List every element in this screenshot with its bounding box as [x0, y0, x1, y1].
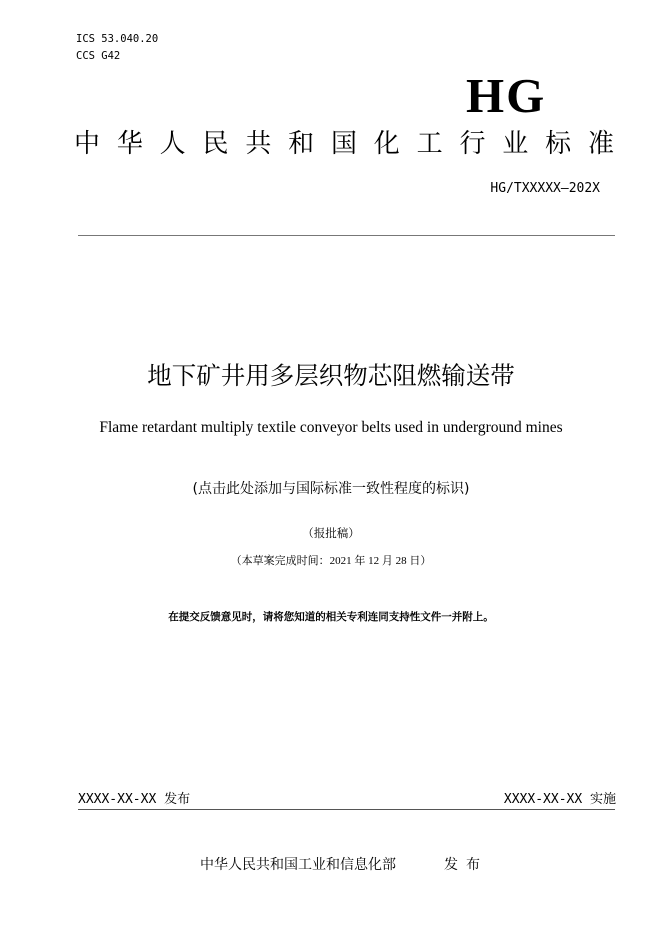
standard-body-char: 共: [245, 129, 272, 159]
ccs-code: CCS G42: [76, 50, 121, 62]
header-divider: [78, 235, 615, 236]
issuing-authority: 中华人民共和国工业和信息化部: [200, 857, 396, 873]
intl-consistency-note[interactable]: (点击此处添加与国际标准一致性程度的标识): [192, 481, 470, 497]
document-title-cn: 地下矿井用多层织物芯阻燃输送带: [147, 361, 515, 390]
standard-body-char: 民: [202, 129, 229, 159]
standard-body-char: 国: [330, 129, 357, 159]
standard-body-char: 业: [502, 129, 529, 159]
hg-logo: HG: [466, 68, 547, 123]
standard-body-char: 工: [416, 129, 443, 159]
implement-date: XXXX-XX-XX 实施: [503, 792, 616, 807]
standard-body-char: 中: [74, 129, 101, 159]
issue-label: 发布: [444, 857, 488, 873]
standard-body-char: 人: [159, 129, 186, 159]
draft-completion-date: （本草案完成时间：2021 年 12 月 28 日）: [230, 555, 432, 567]
standard-body-char: 和: [288, 129, 315, 159]
standard-body-char: 华: [116, 129, 143, 159]
draft-status: （报批稿）: [302, 528, 360, 540]
standard-body-char: 标: [545, 129, 572, 159]
standard-body-char: 行: [459, 129, 486, 159]
publish-date: XXXX-XX-XX 发布: [78, 792, 191, 807]
document-title-en: Flame retardant multiply textile conveyor belts used in underground mines: [99, 419, 563, 436]
patent-notice: 在提交反馈意见时，请将您知道的相关专利连同支持性文件一并附上。: [168, 611, 494, 623]
standard-body-char: 化: [373, 129, 400, 159]
standard-body-title: [74, 128, 614, 160]
ics-code: ICS 53.040.20: [76, 33, 159, 45]
standard-number: HG/TXXXXX—202X: [490, 181, 600, 196]
footer-divider: [78, 809, 615, 810]
standard-body-char: 准: [587, 129, 614, 159]
